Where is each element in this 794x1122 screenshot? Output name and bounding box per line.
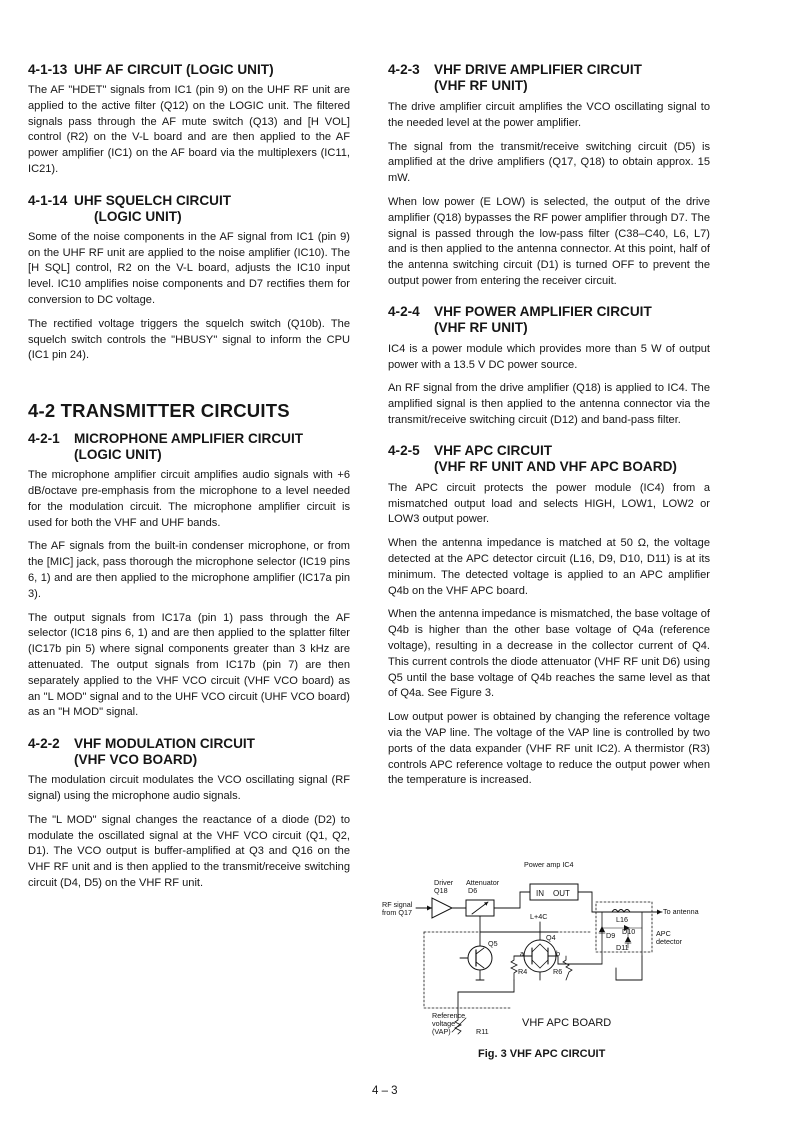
r11-label: R11: [476, 1027, 489, 1036]
section-heading-4-2-5: [388, 443, 710, 475]
r4-label: R4: [518, 967, 528, 976]
section-heading-4-2-1: [28, 431, 350, 463]
paragraph: IC4 is a power module which provides more than 5 W of output power with a 13.5 V DC power source.: [388, 342, 710, 371]
d9-label: D9: [606, 931, 616, 940]
paragraph: The APC circuit protects the power module (IC4) from a mismatched output load and selects HIGH, LOW1, LOW2 or LOW3 output power.: [388, 481, 710, 526]
section-subtitle: (VHF RF UNIT AND VHF APC BOARD): [434, 458, 677, 474]
paragraph: The signal from the transmit/receive switching circuit (D5) is amplified at the drive amplifiers (Q17, Q18) to obtain approx. 15 mW.: [388, 140, 710, 185]
paragraph: The modulation circuit modulates the VCO oscillating signal (RF signal) using the microphone audio signals.: [28, 774, 350, 802]
d6-label: D6: [468, 886, 478, 895]
section-title: VHF APC CIRCUIT: [434, 442, 553, 458]
r4-resistor: [511, 956, 517, 980]
section-title: MICROPHONE AMPLIFIER CIRCUIT: [74, 431, 304, 447]
out-label: OUT: [553, 889, 570, 898]
left-column: [28, 62, 350, 892]
paragraph: The drive amplifier circuit amplifies the VCO oscillating signal to the needed level at the power amplifier.: [388, 101, 710, 129]
section-heading-4-2-3: [388, 62, 710, 94]
r6-label: R6: [553, 967, 563, 976]
r6-resistor: [563, 956, 572, 980]
l4c-label: L+4C: [530, 912, 548, 921]
section-subtitle: (LOGIC UNIT): [94, 208, 182, 224]
vap-label: (VAP): [432, 1027, 451, 1036]
section-title: VHF DRIVE AMPLIFIER CIRCUIT: [434, 62, 642, 77]
from-q17-label: from Q17: [382, 908, 412, 917]
section-subtitle: (VHF RF UNIT): [434, 319, 528, 335]
board-label: VHF APC BOARD: [522, 1017, 612, 1029]
section-number: 4-2-1: [28, 431, 60, 447]
paragraph: The AF signals from the built-in condenser microphone, or from the [MIC] jack, pass thorough the microphone selector (IC19 pins 6, 1) and are then applied to the microphone amplifier (IC17a pin 3).: [28, 540, 350, 600]
figure-caption: Fig. 3 VHF APC CIRCUIT: [478, 1048, 606, 1060]
paragraph: The microphone amplifier circuit amplifies audio signals with +6 dB/octave pre-emphasis from the microphone to a level needed for the modulation circuit. The microphone amplifier circuit is used for both the VHF and UHF bands.: [28, 469, 350, 529]
detector-label: detector: [656, 937, 682, 946]
q4-label: Q4: [546, 933, 556, 942]
apc-label: APC: [656, 929, 671, 938]
section-title: UHF AF CIRCUIT (LOGIC UNIT): [74, 62, 274, 77]
vhf-apc-circuit-diagram: [380, 856, 720, 1066]
section-subtitle: (VHF RF UNIT): [434, 78, 528, 93]
section-number: 4-2-4: [388, 303, 420, 319]
section-heading-4-1-14: [28, 193, 350, 225]
paragraph: The AF "HDET" signals from IC1 (pin 9) on the UHF RF unit are applied to the active filter (Q12) on the LOGIC unit. The filtered signals pass through the AF mute switch (Q13) and [H VOL] control (R2) on the V-L board and are then applied to the AF power amplifier (IC1) on the AF board via the multiplexers (IC11, IC21).: [28, 84, 350, 175]
paragraph: When the antenna impedance is mismatched, the base voltage of Q4b is higher than the other base voltage of Q4a (reference voltage), resulting in a decrease in the collector current of Q4. This current controls the diode attenuator (VHF RF unit D6) using Q5 until the base voltage of Q4b reaches the same level as that of Q4a. See Figure 3.: [388, 608, 710, 700]
d9-diode-symbol: [599, 926, 605, 932]
attenuator-label: Attenuator: [466, 878, 500, 887]
paragraph: The "L MOD" signal changes the reactance of a diode (D2) to modulate the oscillated signal at the VHF VCO circuit (Q1, Q2, D1). The VCO output is buffer-amplified at Q3 and Q16 on the VHF RF unit and is then applied to the transmit/receive switching circuit (D4, D5) on the VHF RF unit.: [28, 813, 350, 889]
d10-label: D10: [622, 927, 636, 936]
q5-transistor: [468, 946, 492, 970]
section-subtitle: (LOGIC UNIT): [74, 447, 162, 463]
to-antenna-label: To antenna: [663, 907, 699, 916]
paragraph: When the antenna impedance is matched at 50 Ω, the voltage detected at the APC detector circuit (L16, D9, D10, D11) is at its minimum. The detected voltage is applied to an APC amplifier Q4b on the VHF APC board.: [388, 537, 710, 597]
q18-label: Q18: [434, 886, 448, 895]
driver-amplifier-symbol: [432, 898, 452, 918]
section-heading-4-1-13: [28, 62, 350, 78]
section-heading-4-2-4: [388, 304, 710, 336]
section-number: 4-2-5: [388, 442, 420, 458]
d11-diode-symbol: [625, 936, 631, 942]
in-label: IN: [536, 889, 544, 898]
rf-signal-label: RF signal: [382, 900, 413, 909]
paragraph: The rectified voltage triggers the squelch switch (Q10b). The squelch switch controls the "HBUSY" signal to inform the CPU (IC1 pin 24).: [28, 317, 350, 362]
q4-base-b-label: b: [556, 949, 560, 958]
section-number: 4-2-2: [28, 736, 60, 752]
page-number: 4 – 3: [372, 1085, 398, 1097]
paragraph: When low power (E LOW) is selected, the output of the drive amplifier (Q18) bypasses the RF power amplifier through D7. The signal is passed through the low-pass filter (C38–C40, L6, L7) and is then applied to the antenna connector. At this point, half of the antenna switching circuit (D1) is turned OFF to prevent the output power from entering the receiver circuit.: [388, 195, 710, 287]
major-heading: 4-2 TRANSMITTER CIRCUITS: [28, 400, 290, 422]
d11-label: D11: [616, 943, 629, 952]
section-heading-4-2-2: [28, 736, 350, 768]
q5-label: Q5: [488, 939, 498, 948]
section-title: UHF SQUELCH CIRCUIT: [74, 192, 232, 208]
driver-label: Driver: [434, 878, 454, 887]
paragraph: Low output power is obtained by changing the reference voltage via the VAP line. The voltage of the VAP line is controlled by two ports of the data expander (VHF RF unit IC2). A thermistor (R3) controls APC reference voltage to reduce the output power when the temperature is increased.: [388, 711, 710, 787]
paragraph: The output signals from IC17a (pin 1) pass through the AF selector (IC18 pins 6, 1) and are then applied to the splatter filter (IC17b pin 5) where signal components greater than 3 kHz are attenuated. The output signals from IC17b (pin 7) are then separately applied to the VHF VCO circuit (VHF VCO board) as an "L MOD" signal and to the UHF VCO circuit (UHF VCO board) as an "H MOD" signal.: [28, 611, 350, 719]
section-number: 4-2-3: [388, 62, 420, 77]
section-title: VHF MODULATION CIRCUIT: [74, 736, 255, 752]
paragraph: Some of the noise components in the AF signal from IC1 (pin 9) on the UHF RF unit are applied to the noise amplifier (IC10). The [H SQL] control, R2 on the V-L board, adjusts the IC10 input level. IC10 amplifies noise components and D7 rectifies them for conversion to DC voltage.: [28, 230, 350, 306]
section-title: VHF POWER AMPLIFIER CIRCUIT: [434, 303, 652, 319]
voltage-label: voltage: [432, 1019, 456, 1028]
section-number: 4-1-14: [28, 192, 68, 208]
q4-base-a-label: a: [520, 949, 524, 958]
power-amp-label: Power amp IC4: [524, 860, 574, 869]
section-number: 4-1-13: [28, 62, 68, 77]
paragraph: An RF signal from the drive amplifier (Q18) is applied to IC4. The amplified signal is then applied to the antenna connector via the transmit/receive switching circuit (D12) and band-pass filter.: [388, 382, 710, 426]
l16-label: L16: [616, 915, 628, 924]
section-subtitle: (VHF VCO BOARD): [74, 752, 198, 768]
reference-label: Reference: [432, 1011, 466, 1020]
right-column: [388, 62, 710, 789]
